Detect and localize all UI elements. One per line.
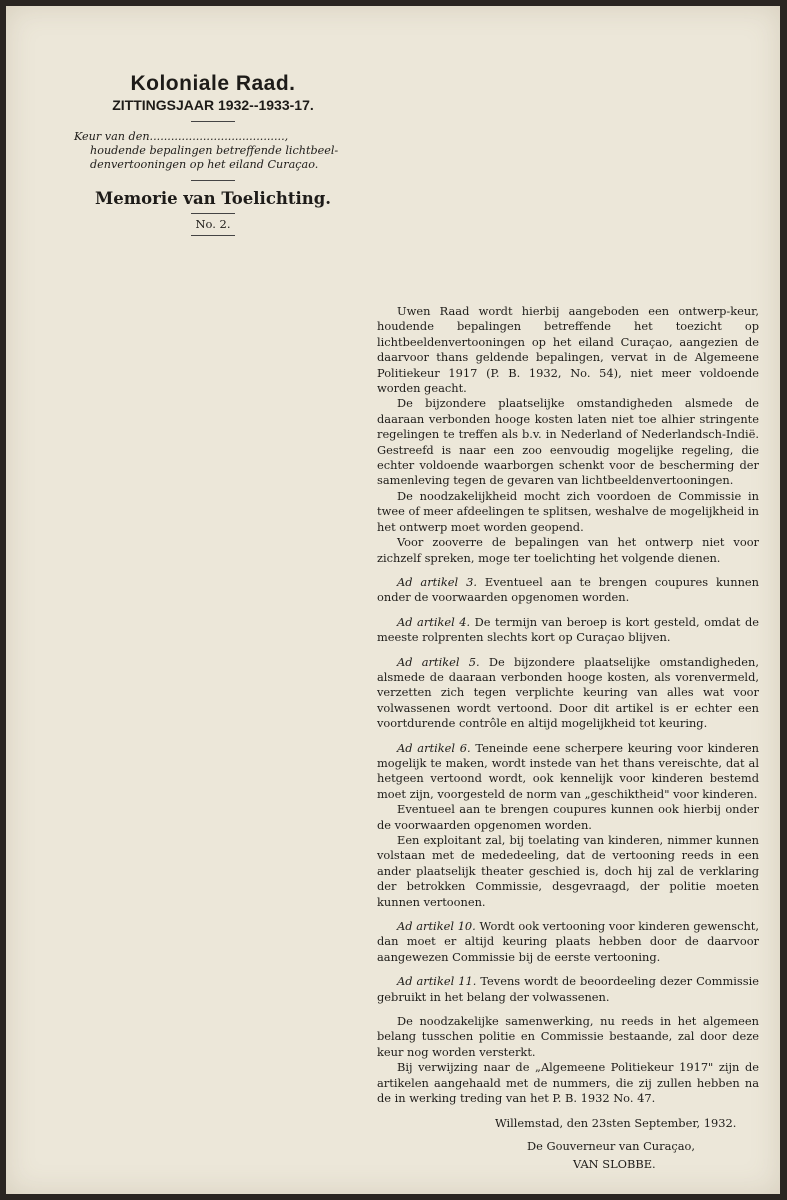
paragraph: Een exploitant zal, bij toelating van kinderen, nimmer kunnen volstaan met de mededeeling, dat de vertooning reeds in een ander plaatselijk theater geschied is, doch hij zal de verklaring der betrokken Commissie, desgevraagd, der politie moeten kunnen vertoonen. bbox=[377, 833, 759, 909]
article-label: Ad artikel 6. bbox=[397, 740, 471, 755]
article-text: Wordt ook vertooning voor kinderen gewenscht, dan moet er altijd keuring plaats hebben door de daarvoor aangewezen Commissie bij de eerste vertooning. bbox=[377, 919, 759, 964]
memorie-heading: Memorie van Toelichting. bbox=[94, 189, 332, 208]
paragraph: Uwen Raad wordt hierbij aangeboden een ontwerp-keur, houdende bepalingen betreffende het toezicht op lichtbeeldenvertooningen op het eiland Curaçao, aangezien de daarvoor thans geldende bepalingen, vervat in de Algemeene Politiekeur 1917 (P. B. 1932, No. 54), niet meer voldoende worden geacht. bbox=[377, 304, 759, 396]
paragraph: De noodzakelijke samenwerking, nu reeds in het algemeen belang tusschen politie en Commissie bestaande, zal door deze keur nog worden versterkt. bbox=[377, 1014, 759, 1059]
paragraph: De noodzakelijkheid mocht zich voordoen de Commissie in twee of meer afdeelingen te splitsen, weshalve de mogelijkheid in het ontwerp moet worden geopend. bbox=[377, 488, 759, 534]
paragraph: Voor zooverre de bepalingen van het ontwerp niet voor zichzelf spreken, moge ter toelichting het volgende dienen. bbox=[377, 535, 759, 565]
article-text: Eventueel aan te brengen coupures kunnen onder de voorwaarden opgenomen worden. bbox=[377, 574, 759, 605]
article-5-paragraph bbox=[377, 655, 759, 732]
signatory-role: De Gouverneur van Curaçao, bbox=[527, 1138, 696, 1153]
keur-description bbox=[74, 130, 354, 172]
article-text: Teneinde eene scherpere keuring voor kinderen mogelijk te maken, wordt instede van het thans vereischte, dat al hetgeen vertoond wordt, ook kennelijk voor kinderen bestemd moet zijn, voorgesteld de norm van „geschiktheid" voor kinderen. bbox=[377, 740, 760, 801]
place-date: Willemstad, den 23sten September, 1932. bbox=[495, 1115, 737, 1130]
article-label: Ad artikel 4. bbox=[397, 614, 471, 629]
paragraph: De bijzondere plaatselijke omstandigheden alsmede de daaraan verbonden hooge kosten laten niet toe alhier stringente regelingen te treffen als b.v. in Nederland of Nederlandsch-Indië. Gestreefd is naar een zoo eenvoudig mogelijke regeling, die echter voldoende waarborgen schenkt voor de bescherming der samenleving tegen de gevaren van lichtbeeldenvertooningen. bbox=[377, 396, 759, 488]
document-page bbox=[6, 6, 780, 1194]
document-title: Koloniale Raad. bbox=[130, 72, 296, 95]
divider bbox=[191, 180, 235, 181]
article-label: Ad artikel 5. bbox=[397, 654, 480, 669]
article-label: Ad artikel 3. bbox=[397, 574, 477, 589]
document-header bbox=[68, 72, 358, 244]
article-text: De bijzondere plaatselijke omstandigheden, alsmede de daaraan verbonden hooge kosten, als vorenvermeld, verzetten zich tegen verplichte keuring van alles wat voor volwassenen wordt vertoond. Door dit artikel is er echter een voortdurende contrôle en altijd mogelijkheid tot keuring. bbox=[377, 654, 760, 731]
session-year: ZITTINGSJAAR 1932--1933-17. bbox=[112, 97, 314, 113]
article-11-paragraph bbox=[377, 974, 759, 1005]
divider bbox=[191, 121, 235, 122]
article-6-paragraph bbox=[377, 741, 759, 803]
keur-line-3: denvertooningen op het eiland Curaçao. bbox=[90, 158, 319, 171]
article-4-paragraph bbox=[377, 615, 759, 646]
divider bbox=[191, 213, 235, 214]
paragraph: Eventueel aan te brengen coupures kunnen ook hierbij onder de voorwaarden opgenomen worden. bbox=[377, 802, 759, 832]
keur-line-2: houdende bepalingen betreffende lichtbeel- bbox=[90, 144, 339, 157]
signatory-name: VAN SLOBBE. bbox=[573, 1157, 656, 1172]
article-label: Ad artikel 10. bbox=[397, 919, 476, 934]
keur-line-1: Keur van den......................................, bbox=[74, 130, 289, 143]
memorandum-body bbox=[377, 304, 759, 1173]
document-number: No. 2. bbox=[195, 217, 231, 231]
article-text: De termijn van beroep is kort gesteld, omdat de meeste rolprenten slechts kort op Curaçao blijven. bbox=[377, 614, 760, 645]
article-3-paragraph bbox=[377, 575, 759, 606]
paragraph: Bij verwijzing naar de „Algemeene Politiekeur 1917" zijn de artikelen aangehaald met de nummers, die zij zullen hebben na de in werking treding van het P. B. 1932 No. 47. bbox=[377, 1060, 759, 1106]
article-10-paragraph bbox=[377, 919, 759, 965]
article-label: Ad artikel 11. bbox=[397, 974, 477, 989]
divider bbox=[191, 235, 235, 236]
article-text: Tevens wordt de beoordeeling dezer Commissie gebruikt in het belang der volwassenen. bbox=[377, 974, 759, 1004]
